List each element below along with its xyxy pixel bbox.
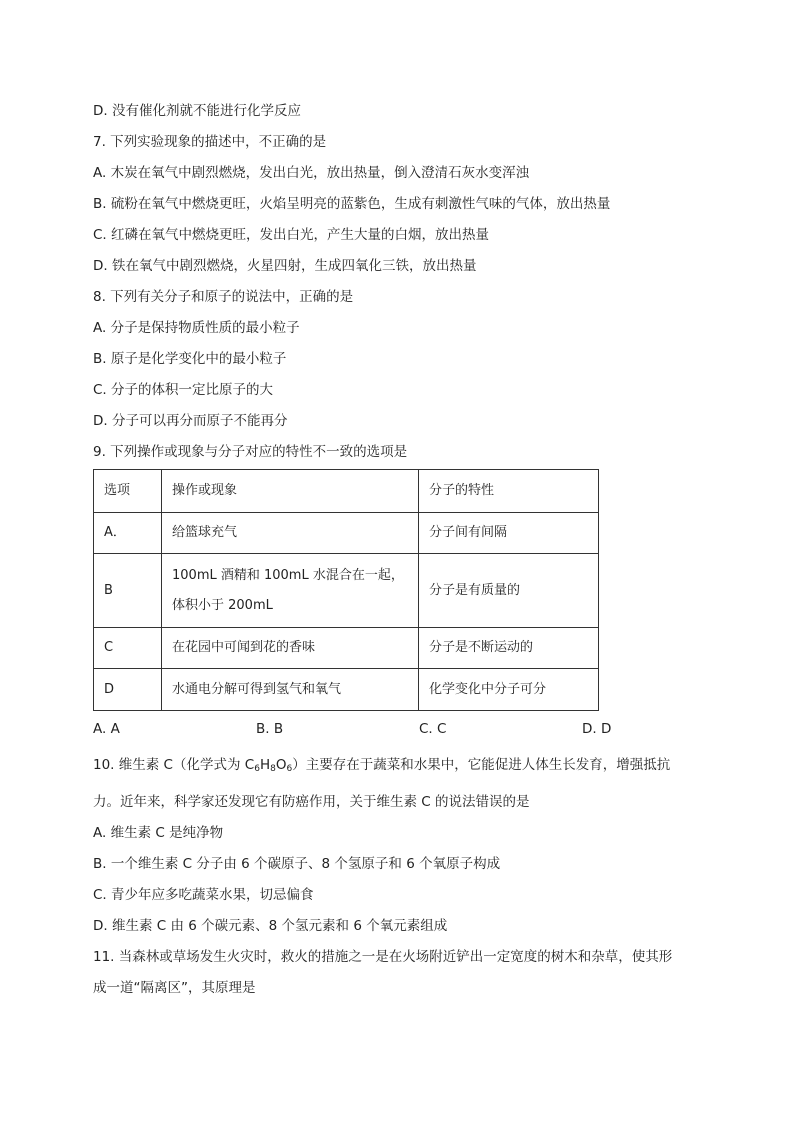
table-cell-option: A．: [94, 513, 162, 554]
q9-option-d: D. D: [582, 721, 612, 737]
q10-stem-prefix: 10. 维生素 C（化学式为: [93, 757, 245, 773]
table-cell-option: C: [94, 628, 162, 669]
table-row: [94, 554, 599, 628]
table-cell-property: 化学变化中分子可分: [419, 669, 599, 711]
formula-subscript: 6: [286, 764, 293, 774]
formula-subscript: 6: [254, 764, 260, 774]
q9-option-c: C. C: [419, 721, 447, 737]
table-cell-option: D: [94, 669, 162, 711]
formula-element: O: [275, 757, 287, 773]
table-cell-phenomenon: [162, 554, 419, 628]
q10-option-d: D. 维生素 C 由 6 个碳元素、8 个氢元素和 6 个氧元素组成: [93, 918, 448, 934]
table-cell-property: 分子间有间隔: [419, 513, 599, 554]
table-header-cell: 操作或现象: [162, 470, 419, 513]
q9-option-b: B. B: [256, 721, 284, 737]
q9-stem: 9. 下列操作或现象与分子对应的特性不一致的选项是: [93, 444, 408, 460]
formula-element: C: [244, 757, 255, 773]
q7-option-d: D. 铁在氧气中剧烈燃烧，火星四射，生成四氧化三铁，放出热量: [93, 258, 477, 274]
q7-option-b: B. 硫粉在氧气中燃烧更旺，火焰呈明亮的蓝紫色，生成有刺激性气味的气体，放出热量: [93, 196, 611, 212]
q10-stem-suffix: ）主要存在于蔬菜和水果中，它能促进人体生长发育，增强抵抗: [292, 757, 671, 773]
table-row: [94, 669, 599, 711]
table-cell-property: 分子是有质量的: [419, 554, 599, 628]
table-header-cell: 分子的特性: [419, 470, 599, 513]
table-cell-phenomenon: 水通电分解可得到氢气和氧气: [162, 669, 419, 711]
q10-option-b: B. 一个维生素 C 分子由 6 个碳原子、8 个氢原子和 6 个氧原子构成: [93, 856, 501, 872]
q7-stem: 7. 下列实验现象的描述中，不正确的是: [93, 134, 327, 150]
formula-element: H: [259, 757, 271, 773]
q6-option-d: D. 没有催化剂就不能进行化学反应: [93, 103, 301, 119]
table-row: [94, 628, 599, 669]
table-cell-phenomenon: 在花园中可闻到花的香味: [162, 628, 419, 669]
q9-option-a: A. A: [93, 721, 120, 737]
q8-stem: 8. 下列有关分子和原子的说法中，正确的是: [93, 289, 354, 305]
q8-option-c: C. 分子的体积一定比原子的大: [93, 382, 274, 398]
q11-stem-line2: 成一道“隔离区”，其原理是: [93, 980, 256, 996]
table-row: [94, 513, 599, 554]
q10-stem-line2: 力。近年来，科学家还发现它有防癌作用，关于维生素 C 的说法错误的是: [93, 794, 530, 810]
q8-option-b: B. 原子是化学变化中的最小粒子: [93, 351, 287, 367]
table-cell-option: B: [94, 554, 162, 628]
q8-option-a: A. 分子是保持物质性质的最小粒子: [93, 320, 300, 336]
table-cell-line: 100mL 酒精和 100mL 水混合在一起，: [172, 567, 404, 583]
table-cell-property: 分子是不断运动的: [419, 628, 599, 669]
q7-option-c: C. 红磷在氧气中燃烧更旺，发出白光，产生大量的白烟，放出热量: [93, 227, 490, 243]
formula-subscript: 8: [270, 764, 276, 774]
q7-option-a: A. 木炭在氧气中剧烈燃烧，发出白光，放出热量，倒入澄清石灰水变浑浊: [93, 165, 530, 181]
table-header-cell: 选项: [94, 470, 162, 513]
q11-stem-line1: 11. 当森林或草场发生火灾时，救火的措施之一是在火场附近铲出一定宽度的树木和杂草，使其形: [93, 949, 673, 965]
table-header-row: [94, 470, 599, 513]
q8-option-d: D. 分子可以再分而原子不能再分: [93, 413, 288, 429]
q10-option-c: C. 青少年应多吃蔬菜水果，切忌偏食: [93, 887, 314, 903]
q10-option-a: A. 维生素 C 是纯净物: [93, 825, 224, 841]
q9-table: [93, 469, 599, 711]
table-cell-phenomenon: 给篮球充气: [162, 513, 419, 554]
chemical-formula: [245, 757, 292, 773]
table-cell-line: 体积小于 200mL: [172, 597, 273, 613]
q10-stem-line1: [93, 756, 670, 778]
